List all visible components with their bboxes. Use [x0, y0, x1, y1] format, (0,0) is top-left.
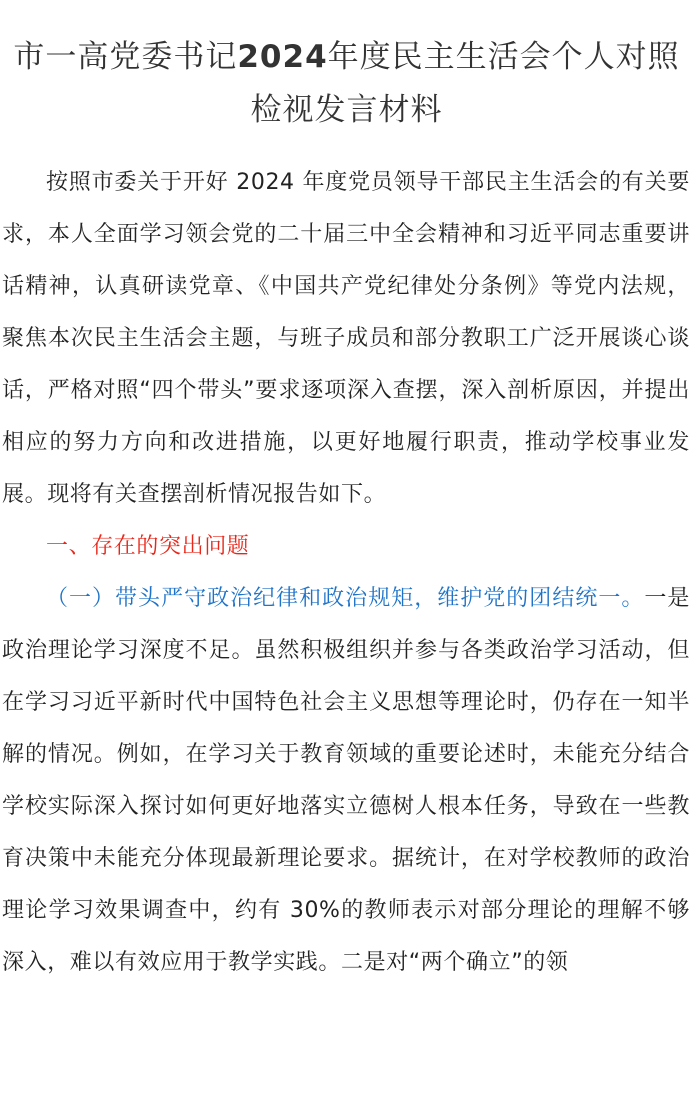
document-title — [0, 0, 693, 137]
subsection-heading: （一）带头严守政治纪律和政治规矩，维护党的团结统一。 — [46, 586, 645, 611]
title-part1: 市一高党委书记 — [13, 39, 238, 75]
section-heading: 一、存在的突出问题 — [46, 534, 250, 559]
title-part2: 年度民主生活会个人对照检视发言材料 — [250, 39, 680, 128]
document-body — [2, 157, 690, 989]
subsection-body: 一是政治理论学习深度不足。虽然积极组织并参与各类政治学习活动，但在学习习近平新时代中国特色社会主义思想等理论时，仍存在一知半解的情况。例如，在学习关于教育领域的重要论述时，未能充分结合学校实际深入探讨如何更好地落实立德树人根本任务，导致在一些教育决策中未能充分体现最新理论要求。据统计，在对学校教师的政治理论学习效果调查中，约有 30%的教师表示对部分理论的理解不够深入，难以有效应用于教学实践。二是对“两个确立”的领 — [2, 586, 690, 975]
subsection-paragraph — [2, 573, 690, 989]
title-year: 2024 — [237, 39, 328, 75]
intro-paragraph: 按照市委关于开好 2024 年度党员领导干部民主生活会的有关要求，本人全面学习领会党的二十届三中全会精神和习近平同志重要讲话精神，认真研读党章、《中国共产党纪律处分条例》等党内法规，聚焦本次民主生活会主题，与班子成员和部分教职工广泛开展谈心谈话，严格对照“四个带头”要求逐项深入查摆，深入剖析原因，并提出相应的努力方向和改进措施，以更好地履行职责，推动学校事业发展。现将有关查摆剖析情况报告如下。 — [2, 170, 690, 507]
